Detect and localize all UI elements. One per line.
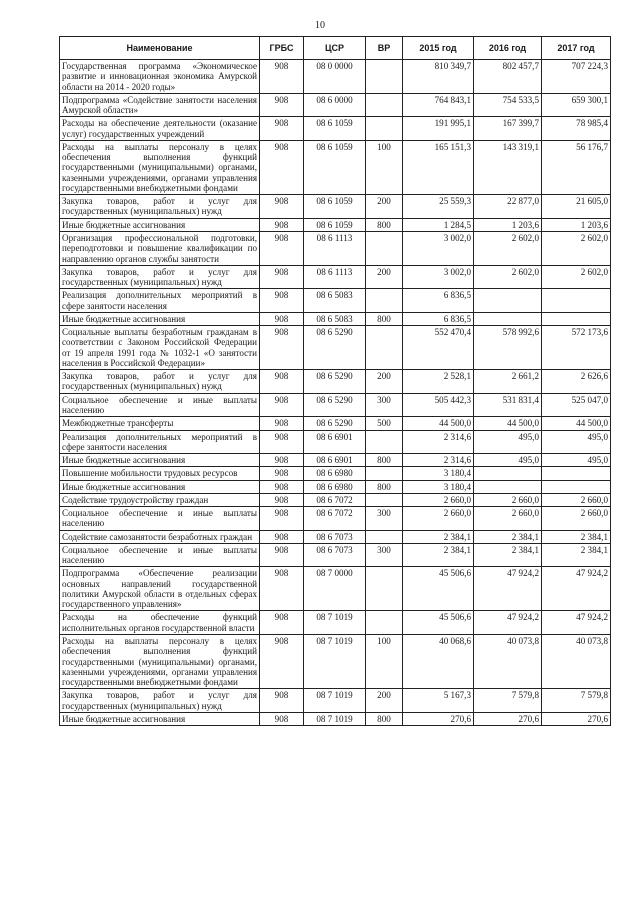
row-grbs: 908 (260, 393, 304, 417)
table-row (60, 467, 611, 480)
row-name: Социальное обеспечение и иные выплаты населению (60, 393, 260, 417)
row-2015: 3 180,4 (403, 467, 474, 480)
row-grbs: 908 (260, 480, 304, 493)
row-grbs: 908 (260, 60, 304, 94)
row-2017: 78 985,4 (542, 117, 611, 141)
table-row (60, 507, 611, 531)
row-vr (366, 493, 403, 506)
row-vr: 200 (366, 689, 403, 713)
row-name: Государственная программа «Экономическое развитие и инновационная экономика Амурской области на 2014 - 2020 годы» (60, 60, 260, 94)
row-2015: 2 314,6 (403, 454, 474, 467)
row-2017 (542, 289, 611, 313)
row-2015: 3 002,0 (403, 231, 474, 265)
row-2017: 56 176,7 (542, 140, 611, 194)
row-name: Расходы на выплаты персоналу в целях обеспечения выполнения функций государственными (муниципальными) органами, казенными учреждениями, органами управления государственными внебюджетными фондами (60, 140, 260, 194)
table-row (60, 326, 611, 370)
row-grbs: 908 (260, 417, 304, 430)
row-name: Закупка товаров, работ и услуг для государственных (муниципальных) нужд (60, 370, 260, 394)
table-row (60, 454, 611, 467)
row-2016: 2 602,0 (474, 265, 542, 289)
table-row (60, 393, 611, 417)
row-2015: 810 349,7 (403, 60, 474, 94)
row-2017: 495,0 (542, 430, 611, 454)
row-name: Иные бюджетные ассигнования (60, 312, 260, 325)
row-2016: 47 924,2 (474, 611, 542, 635)
table-row (60, 480, 611, 493)
row-grbs: 908 (260, 312, 304, 325)
row-csr: 08 7 1019 (304, 611, 366, 635)
row-2016: 2 602,0 (474, 231, 542, 265)
row-2015: 6 836,5 (403, 312, 474, 325)
row-csr: 08 7 0000 (304, 567, 366, 611)
row-2016: 270,6 (474, 712, 542, 725)
row-2016: 1 203,6 (474, 218, 542, 231)
row-2017: 7 579,8 (542, 689, 611, 713)
row-2015: 2 528,1 (403, 370, 474, 394)
table-row (60, 611, 611, 635)
row-2015: 2 660,0 (403, 493, 474, 506)
row-grbs: 908 (260, 567, 304, 611)
row-grbs: 908 (260, 195, 304, 219)
row-name: Расходы на выплаты персоналу в целях обеспечения выполнения функций государственными (муниципальными) органами, казенными учреждениями, органами управления государственными внебюджетными фондами (60, 635, 260, 689)
row-grbs: 908 (260, 231, 304, 265)
row-2017: 21 605,0 (542, 195, 611, 219)
table-row (60, 417, 611, 430)
header-csr: ЦСР (304, 37, 366, 60)
row-2017: 572 173,6 (542, 326, 611, 370)
row-2015: 191 995,1 (403, 117, 474, 141)
row-2015: 45 506,6 (403, 611, 474, 635)
row-vr: 100 (366, 140, 403, 194)
row-csr: 08 6 5083 (304, 312, 366, 325)
row-2016 (474, 467, 542, 480)
table-row (60, 712, 611, 725)
table-row (60, 265, 611, 289)
row-vr: 200 (366, 265, 403, 289)
row-vr (366, 567, 403, 611)
table-header-row (60, 37, 611, 60)
table-row (60, 567, 611, 611)
row-name: Содействие трудоустройству граждан (60, 493, 260, 506)
row-grbs: 908 (260, 430, 304, 454)
row-vr (366, 326, 403, 370)
row-csr: 08 6 7073 (304, 543, 366, 567)
row-2016: 2 660,0 (474, 507, 542, 531)
row-2016: 531 831,4 (474, 393, 542, 417)
row-2016: 578 992,6 (474, 326, 542, 370)
row-name: Социальное обеспечение и иные выплаты населению (60, 543, 260, 567)
row-2017: 707 224,3 (542, 60, 611, 94)
row-2017: 2 602,0 (542, 231, 611, 265)
row-vr (366, 530, 403, 543)
row-vr (366, 289, 403, 313)
header-2015: 2015 год (403, 37, 474, 60)
row-grbs: 908 (260, 326, 304, 370)
row-vr: 200 (366, 370, 403, 394)
row-vr: 300 (366, 543, 403, 567)
row-vr (366, 231, 403, 265)
row-vr: 300 (366, 507, 403, 531)
row-name: Подпрограмма «Обеспечение реализации основных направлений государственной политики Амурской области в отдельных сферах государственного управления» (60, 567, 260, 611)
row-name: Подпрограмма «Содействие занятости населения Амурской области» (60, 93, 260, 117)
row-2015: 552 470,4 (403, 326, 474, 370)
row-csr: 08 0 0000 (304, 60, 366, 94)
row-csr: 08 6 5290 (304, 326, 366, 370)
row-name: Расходы на обеспечение деятельности (оказание услуг) государственных учреждений (60, 117, 260, 141)
row-2016: 143 319,1 (474, 140, 542, 194)
header-2016: 2016 год (474, 37, 542, 60)
row-2016: 22 877,0 (474, 195, 542, 219)
row-vr: 800 (366, 454, 403, 467)
row-csr: 08 6 5290 (304, 417, 366, 430)
row-2015: 45 506,6 (403, 567, 474, 611)
row-csr: 08 6 1059 (304, 195, 366, 219)
row-2015: 165 151,3 (403, 140, 474, 194)
row-csr: 08 6 1059 (304, 218, 366, 231)
row-name: Повышение мобильности трудовых ресурсов (60, 467, 260, 480)
row-2015: 5 167,3 (403, 689, 474, 713)
table-body (60, 60, 611, 726)
row-2017: 525 047,0 (542, 393, 611, 417)
row-vr (366, 611, 403, 635)
row-csr: 08 7 1019 (304, 712, 366, 725)
row-grbs: 908 (260, 218, 304, 231)
row-grbs: 908 (260, 493, 304, 506)
row-2015: 505 442,3 (403, 393, 474, 417)
header-grbs: ГРБС (260, 37, 304, 60)
row-2015: 25 559,3 (403, 195, 474, 219)
table-row (60, 60, 611, 94)
table-row (60, 289, 611, 313)
row-grbs: 908 (260, 611, 304, 635)
table-row (60, 231, 611, 265)
budget-table (59, 36, 611, 726)
row-name: Иные бюджетные ассигнования (60, 454, 260, 467)
row-2016: 44 500,0 (474, 417, 542, 430)
row-2017 (542, 467, 611, 480)
row-2017: 2 384,1 (542, 543, 611, 567)
row-csr: 08 6 7072 (304, 493, 366, 506)
row-2017: 47 924,2 (542, 567, 611, 611)
row-2015: 764 843,1 (403, 93, 474, 117)
row-2017: 40 073,8 (542, 635, 611, 689)
row-name: Реализация дополнительных мероприятий в сфере занятости населения (60, 289, 260, 313)
table-row (60, 689, 611, 713)
row-2017: 47 924,2 (542, 611, 611, 635)
row-csr: 08 6 7073 (304, 530, 366, 543)
row-vr: 800 (366, 480, 403, 493)
header-2017: 2017 год (542, 37, 611, 60)
row-2017: 270,6 (542, 712, 611, 725)
row-vr: 300 (366, 393, 403, 417)
page-number: 10 (315, 20, 325, 31)
row-2017: 659 300,1 (542, 93, 611, 117)
row-csr: 08 6 0000 (304, 93, 366, 117)
row-vr (366, 93, 403, 117)
row-csr: 08 6 5083 (304, 289, 366, 313)
row-vr: 800 (366, 712, 403, 725)
row-2016: 495,0 (474, 430, 542, 454)
row-name: Закупка товаров, работ и услуг для государственных (муниципальных) нужд (60, 265, 260, 289)
row-2016: 802 457,7 (474, 60, 542, 94)
table-row (60, 140, 611, 194)
row-csr: 08 7 1019 (304, 635, 366, 689)
row-vr: 500 (366, 417, 403, 430)
row-name: Закупка товаров, работ и услуг для государственных (муниципальных) нужд (60, 689, 260, 713)
row-grbs: 908 (260, 117, 304, 141)
row-grbs: 908 (260, 507, 304, 531)
row-2016: 2 384,1 (474, 543, 542, 567)
table-row (60, 635, 611, 689)
row-grbs: 908 (260, 140, 304, 194)
table-row (60, 493, 611, 506)
row-2016 (474, 312, 542, 325)
row-2017: 1 203,6 (542, 218, 611, 231)
row-2016: 2 384,1 (474, 530, 542, 543)
row-2016: 2 660,0 (474, 493, 542, 506)
table-row (60, 543, 611, 567)
row-name: Иные бюджетные ассигнования (60, 218, 260, 231)
row-csr: 08 6 6980 (304, 480, 366, 493)
row-csr: 08 6 5290 (304, 370, 366, 394)
row-vr: 800 (366, 312, 403, 325)
row-2015: 40 068,6 (403, 635, 474, 689)
row-2016: 47 924,2 (474, 567, 542, 611)
row-2015: 2 314,6 (403, 430, 474, 454)
row-2017 (542, 480, 611, 493)
row-csr: 08 6 1059 (304, 117, 366, 141)
row-vr (366, 117, 403, 141)
row-2015: 2 384,1 (403, 530, 474, 543)
row-vr: 200 (366, 195, 403, 219)
row-vr (366, 467, 403, 480)
row-name: Иные бюджетные ассигнования (60, 712, 260, 725)
row-csr: 08 6 1113 (304, 231, 366, 265)
row-name: Иные бюджетные ассигнования (60, 480, 260, 493)
row-2015: 2 384,1 (403, 543, 474, 567)
row-2015: 1 284,5 (403, 218, 474, 231)
row-2016 (474, 289, 542, 313)
row-2016: 495,0 (474, 454, 542, 467)
row-csr: 08 6 6901 (304, 454, 366, 467)
row-csr: 08 6 1059 (304, 140, 366, 194)
row-csr: 08 6 5290 (304, 393, 366, 417)
row-grbs: 908 (260, 543, 304, 567)
row-csr: 08 6 1113 (304, 265, 366, 289)
table-row (60, 430, 611, 454)
header-vr: ВР (366, 37, 403, 60)
row-2015: 3 002,0 (403, 265, 474, 289)
row-2016: 754 533,5 (474, 93, 542, 117)
table-row (60, 117, 611, 141)
table-row (60, 370, 611, 394)
table-row (60, 218, 611, 231)
row-name: Социальные выплаты безработным гражданам в соответствии с Законом Российской Федерации от 19 апреля 1991 года № 1032-1 «О занятости населения в Российской Федерации» (60, 326, 260, 370)
row-grbs: 908 (260, 530, 304, 543)
row-2016 (474, 480, 542, 493)
row-csr: 08 6 7072 (304, 507, 366, 531)
row-grbs: 908 (260, 635, 304, 689)
row-vr: 800 (366, 218, 403, 231)
row-2015: 6 836,5 (403, 289, 474, 313)
row-2017: 2 602,0 (542, 265, 611, 289)
row-name: Организация профессиональной подготовки, переподготовки и повышение квалификации по направлению органов службы занятости (60, 231, 260, 265)
row-2016: 7 579,8 (474, 689, 542, 713)
row-grbs: 908 (260, 454, 304, 467)
row-grbs: 908 (260, 370, 304, 394)
row-2015: 3 180,4 (403, 480, 474, 493)
row-2016: 40 073,8 (474, 635, 542, 689)
row-2017 (542, 312, 611, 325)
row-2015: 270,6 (403, 712, 474, 725)
row-2017: 44 500,0 (542, 417, 611, 430)
row-vr (366, 60, 403, 94)
row-2017: 2 660,0 (542, 507, 611, 531)
row-csr: 08 6 6980 (304, 467, 366, 480)
row-2017: 2 384,1 (542, 530, 611, 543)
table-row (60, 530, 611, 543)
table-row (60, 312, 611, 325)
row-name: Содействие самозанятости безработных граждан (60, 530, 260, 543)
row-name: Межбюджетные трансферты (60, 417, 260, 430)
row-grbs: 908 (260, 289, 304, 313)
row-csr: 08 7 1019 (304, 689, 366, 713)
row-grbs: 908 (260, 93, 304, 117)
row-grbs: 908 (260, 712, 304, 725)
row-vr: 100 (366, 635, 403, 689)
table-row (60, 195, 611, 219)
row-2016: 167 399,7 (474, 117, 542, 141)
row-2017: 2 626,6 (542, 370, 611, 394)
row-grbs: 908 (260, 467, 304, 480)
row-vr (366, 430, 403, 454)
row-name: Расходы на обеспечение функций исполнительных органов государственной власти (60, 611, 260, 635)
row-csr: 08 6 6901 (304, 430, 366, 454)
table-row (60, 93, 611, 117)
row-2015: 2 660,0 (403, 507, 474, 531)
row-grbs: 908 (260, 689, 304, 713)
row-name: Реализация дополнительных мероприятий в сфере занятости населения (60, 430, 260, 454)
row-name: Социальное обеспечение и иные выплаты населению (60, 507, 260, 531)
header-name: Наименование (60, 37, 260, 60)
row-2017: 2 660,0 (542, 493, 611, 506)
row-2016: 2 661,2 (474, 370, 542, 394)
row-name: Закупка товаров, работ и услуг для государственных (муниципальных) нужд (60, 195, 260, 219)
row-grbs: 908 (260, 265, 304, 289)
row-2015: 44 500,0 (403, 417, 474, 430)
row-2017: 495,0 (542, 454, 611, 467)
